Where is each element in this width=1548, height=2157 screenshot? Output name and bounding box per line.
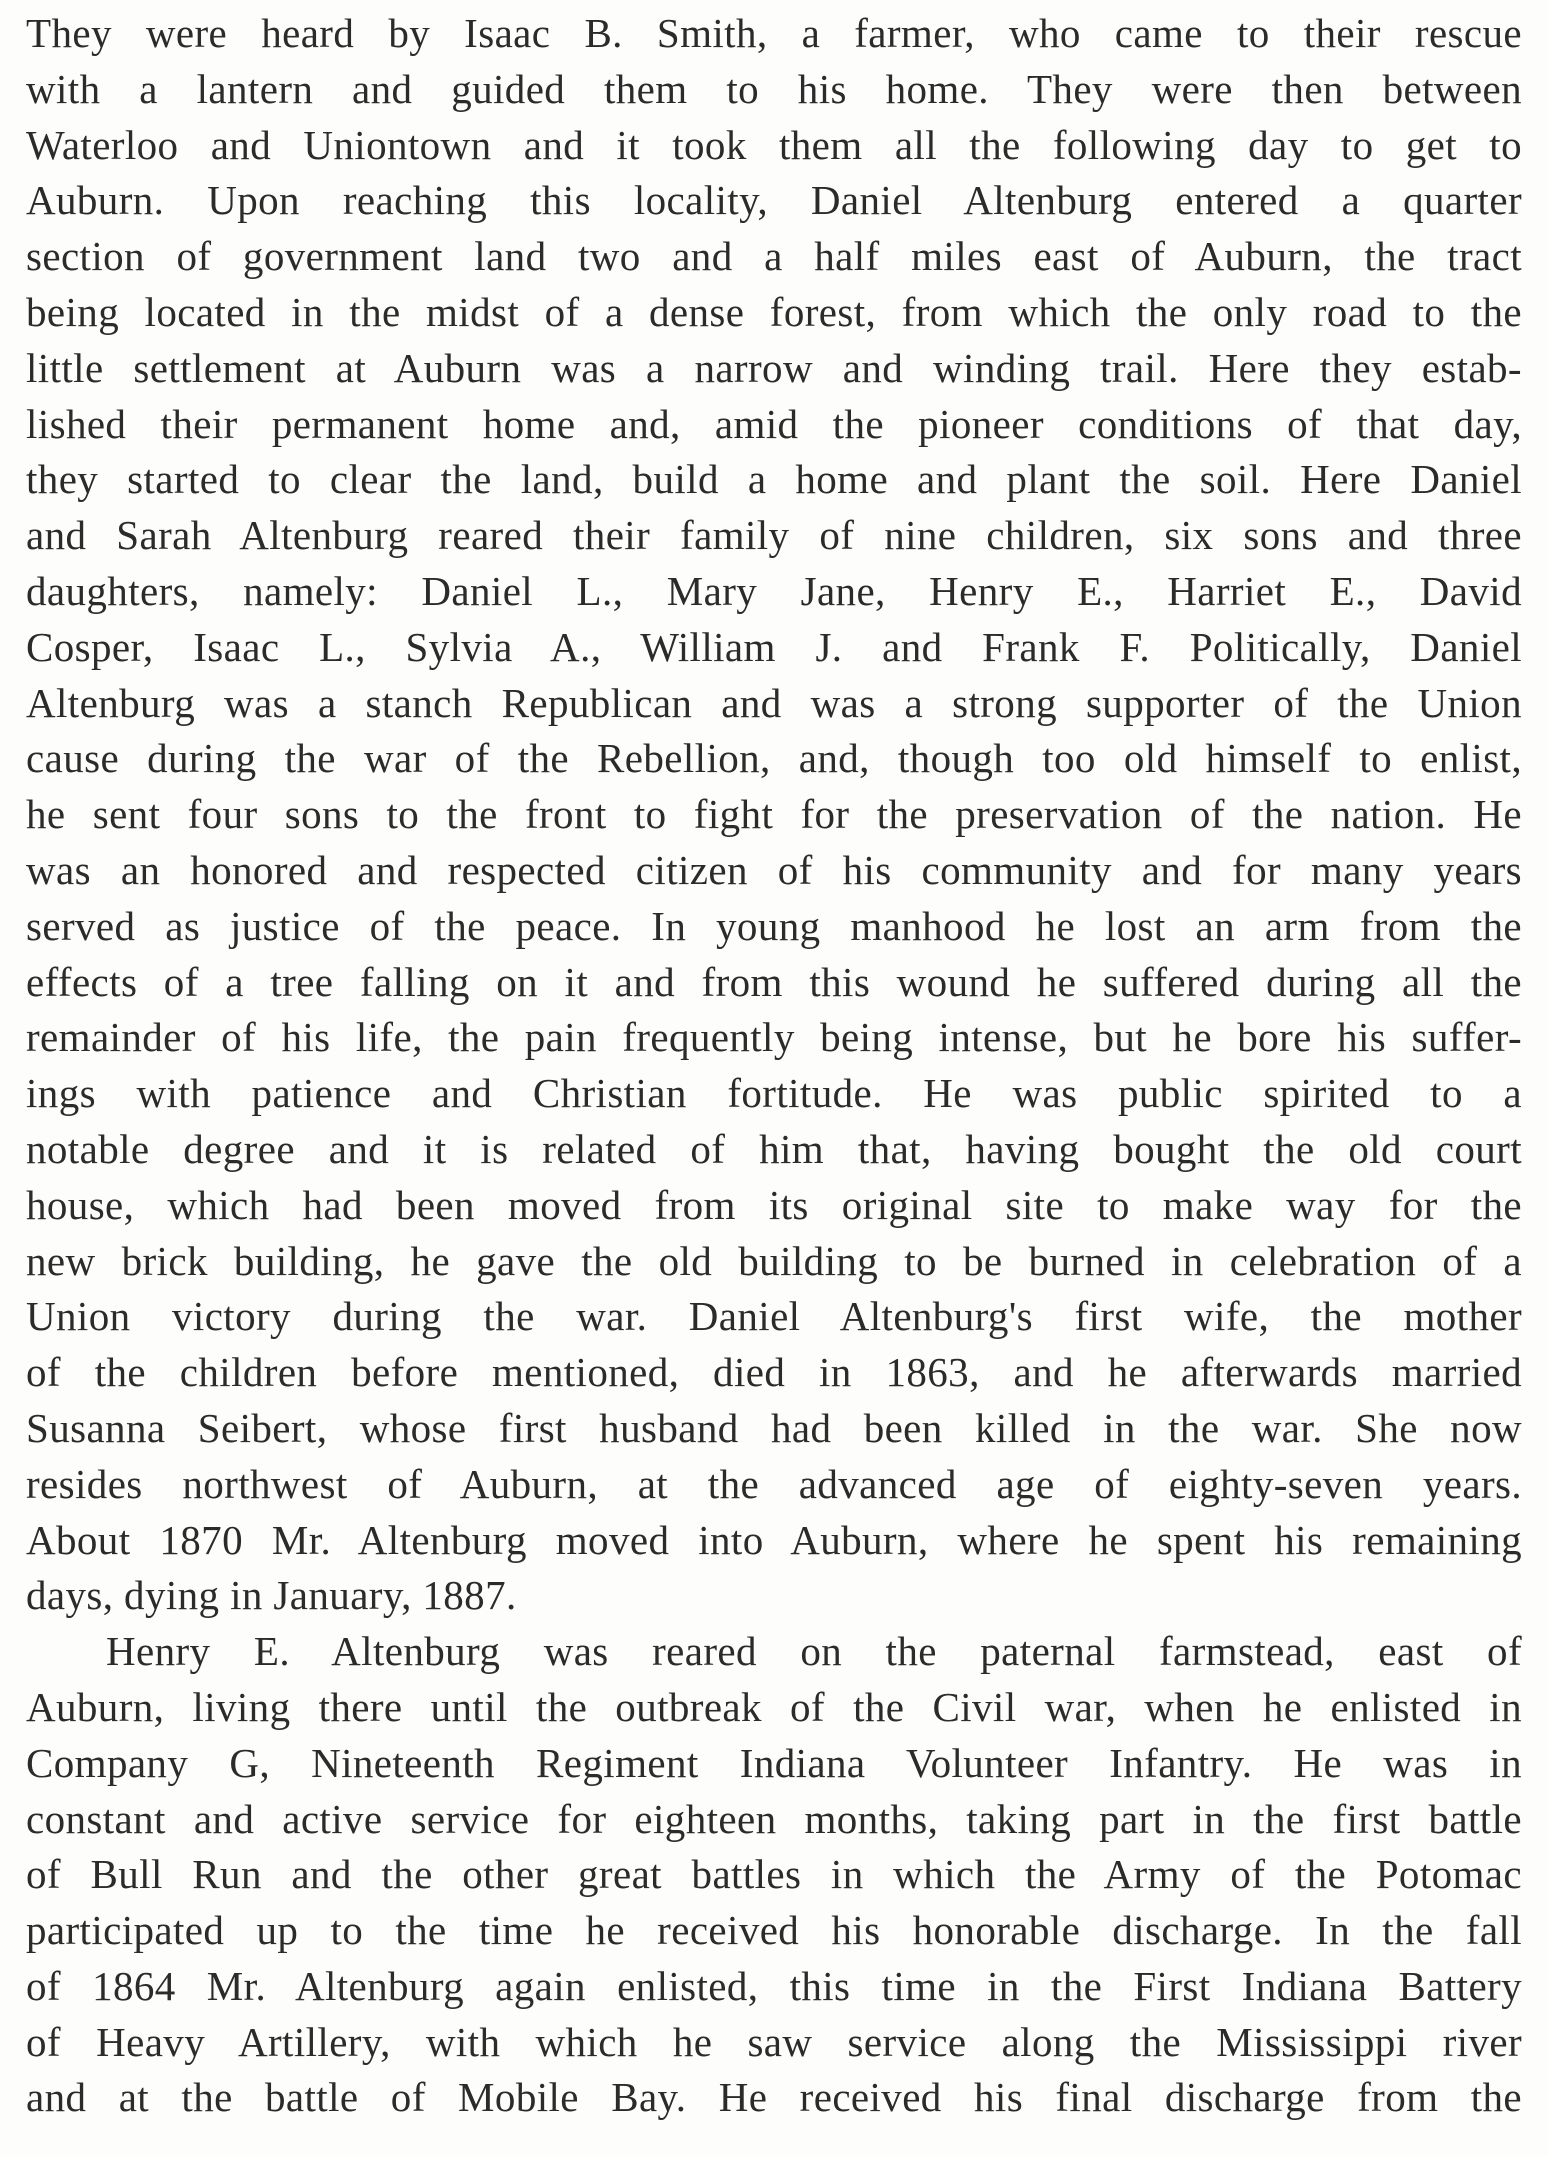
text-line: and Sarah Altenburg reared their family of nine children, six sons and three xyxy=(26,512,1522,559)
text-line: house, which had been moved from its original site to make way for the xyxy=(26,1181,1522,1228)
text-line: of 1864 Mr. Altenburg again enlisted, this time in the First Indiana Battery xyxy=(26,1962,1522,2009)
text-line: was an honored and respected citizen of his community and for many years xyxy=(26,846,1522,893)
text-line: resides northwest of Auburn, at the advanced age of eighty-seven years. xyxy=(26,1460,1522,1507)
paragraph-altenburg-family xyxy=(26,6,1522,1624)
text-line: Cosper, Isaac L., Sylvia A., William J. and Frank F. Politically, Daniel xyxy=(26,623,1522,670)
text-line: little settlement at Auburn was a narrow and winding trail. Here they estab- xyxy=(26,344,1522,391)
text-line: Company G, Nineteenth Regiment Indiana Volunteer Infantry. He was in xyxy=(26,1739,1522,1786)
text-line: being located in the midst of a dense forest, from which the only road to the xyxy=(26,288,1522,335)
text-line: Henry E. Altenburg was reared on the paternal farmstead, east of xyxy=(106,1628,1522,1675)
text-line: constant and active service for eighteen months, taking part in the first battle xyxy=(26,1795,1522,1842)
text-line: days, dying in January, 1887. xyxy=(26,1572,517,1619)
text-line: cause during the war of the Rebellion, and, though too old himself to enlist, xyxy=(26,735,1522,782)
text-line: section of government land two and a half miles east of Auburn, the tract xyxy=(26,233,1522,280)
text-line: Susanna Seibert, whose first husband had been killed in the war. She now xyxy=(26,1404,1522,1451)
text-line: served as justice of the peace. In young manhood he lost an arm from the xyxy=(26,902,1522,949)
text-line: About 1870 Mr. Altenburg moved into Auburn, where he spent his remaining xyxy=(26,1516,1522,1563)
text-line: they started to clear the land, build a home and plant the soil. Here Daniel xyxy=(26,456,1522,503)
text-line: he sent four sons to the front to fight for the preservation of the nation. He xyxy=(26,791,1522,838)
text-line: Altenburg was a stanch Republican and was a strong supporter of the Union xyxy=(26,679,1522,726)
text-line: remainder of his life, the pain frequently being intense, but he bore his suffer- xyxy=(26,1014,1522,1061)
text-line: They were heard by Isaac B. Smith, a farmer, who came to their rescue xyxy=(26,10,1522,56)
text-line: effects of a tree falling on it and from this wound he suffered during all the xyxy=(26,958,1522,1005)
paragraph-henry-altenburg xyxy=(26,1624,1522,2126)
text-line: Auburn. Upon reaching this locality, Daniel Altenburg entered a quarter xyxy=(26,177,1522,224)
text-line: and at the battle of Mobile Bay. He received his final discharge from the xyxy=(26,2074,1522,2121)
text-line: Waterloo and Uniontown and it took them all the following day to get to xyxy=(26,121,1522,168)
text-line: new brick building, he gave the old building to be burned in celebration of a xyxy=(26,1237,1522,1284)
page-body-text xyxy=(26,6,1522,2126)
text-line: Union victory during the war. Daniel Altenburg's first wife, the mother xyxy=(26,1293,1522,1340)
text-line: participated up to the time he received his honorable discharge. In the fall xyxy=(26,1907,1522,1954)
text-line: notable degree and it is related of him that, having bought the old court xyxy=(26,1125,1522,1172)
text-line: lished their permanent home and, amid the pioneer conditions of that day, xyxy=(26,400,1522,447)
text-line: Auburn, living there until the outbreak of the Civil war, when he enlisted in xyxy=(26,1683,1522,1730)
text-line: of the children before mentioned, died in 1863, and he afterwards married xyxy=(26,1349,1522,1396)
text-line: of Bull Run and the other great battles in which the Army of the Potomac xyxy=(26,1851,1522,1898)
text-line: with a lantern and guided them to his home. They were then between xyxy=(26,65,1522,112)
text-line: daughters, namely: Daniel L., Mary Jane, Henry E., Harriet E., David xyxy=(26,567,1522,614)
text-line: of Heavy Artillery, with which he saw service along the Mississippi river xyxy=(26,2018,1522,2065)
text-line: ings with patience and Christian fortitude. He was public spirited to a xyxy=(26,1070,1522,1117)
